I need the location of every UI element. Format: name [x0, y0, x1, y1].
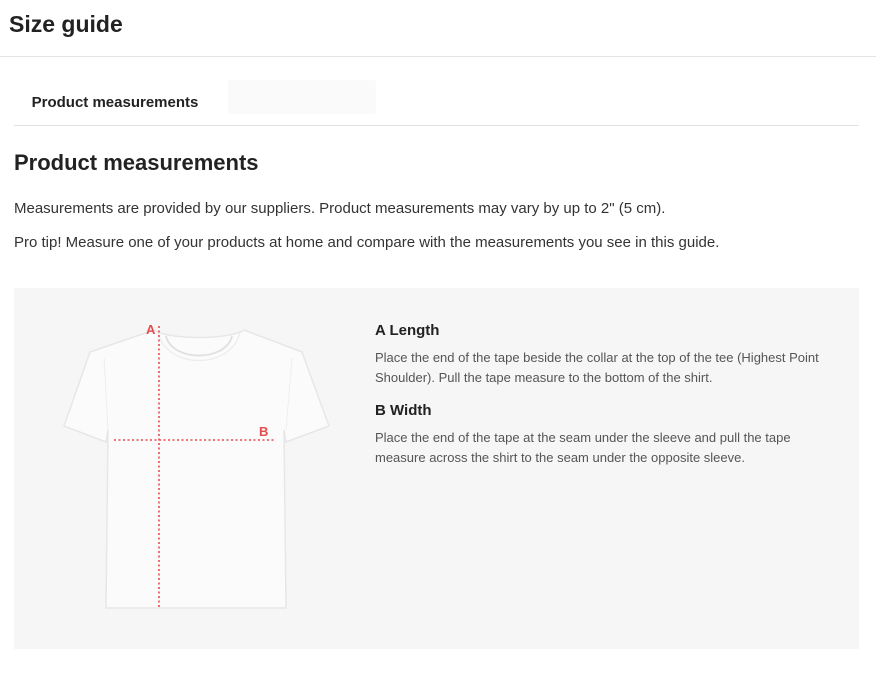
measurement-title: A Length: [375, 322, 440, 339]
tab-product-measurements[interactable]: Product measurements: [31, 94, 199, 111]
pro-tip: Pro tip! Measure one of your products at home and compare with the measurements you see in this guide.: [14, 234, 720, 251]
marker-b: B: [259, 424, 269, 439]
measurement-list: [375, 322, 835, 482]
measurement-width: [375, 402, 835, 468]
marker-a: A: [146, 322, 156, 337]
header: [0, 0, 876, 57]
page-title: Size guide: [9, 11, 123, 37]
measurement-title: B Width: [375, 402, 432, 419]
tshirt-shape: [64, 330, 329, 608]
tab-bar: [14, 80, 859, 126]
measurement-description: Place the end of the tape beside the collar at the top of the tee (Highest Point Shoulder). Pull the tape measure to the bottom of the shirt.: [375, 350, 819, 385]
measurement-note: Measurements are provided by our suppliers. Product measurements may vary by up to 2" (5 cm).: [14, 200, 666, 217]
tshirt-diagram: [54, 318, 344, 618]
tab-placeholder: [228, 80, 376, 114]
measurement-panel: [14, 288, 859, 649]
section-title: Product measurements: [14, 150, 259, 175]
measurement-description: Place the end of the tape at the seam under the sleeve and pull the tape measure across the shirt to the seam under the opposite sleeve.: [375, 430, 791, 465]
measurement-length: [375, 322, 835, 388]
